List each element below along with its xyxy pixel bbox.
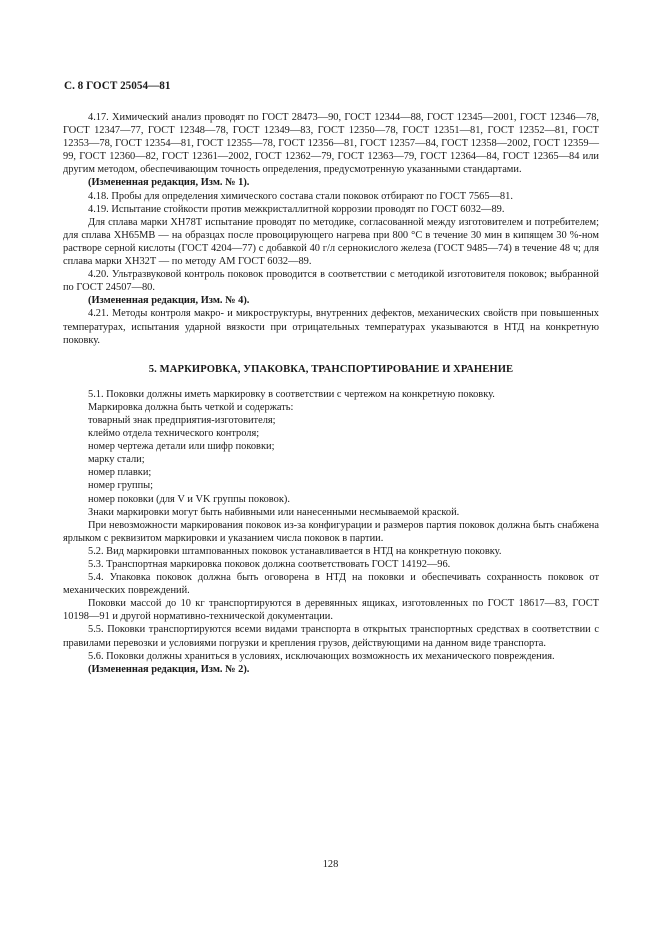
clause-5-2: 5.2. Вид маркировки штампованных поковок устанавливается в НТД на конкретную поковку.: [88, 545, 502, 557]
clause-4-19: 4.19. Испытание стойкости против межкристаллитной коррозии проводят по ГОСТ 6032—89.: [88, 203, 505, 215]
document-body: [63, 111, 599, 676]
amendment-note: (Измененная редакция, Изм. № 2).: [88, 663, 250, 675]
clause-4-18: 4.18. Пробы для определения химического состава стали поковок отбирают по ГОСТ 7565—81.: [88, 190, 513, 202]
clause-5-6: 5.6. Поковки должны храниться в условиях, исключающих возможность их механического повреждения.: [88, 650, 555, 662]
marking-list-item: номер поковки (для V и VK группы поковок).: [88, 493, 290, 505]
clause-5-3: 5.3. Транспортная маркировка поковок должна соответствовать ГОСТ 14192—96.: [88, 559, 451, 570]
clause-5-5: 5.5. Поковки транспортируются всеми видами транспорта в открытых транспортных средствах в соответствии с правилами перевозки и условиями погрузки и крепления грузов, действующими на данном виде транспорта.: [63, 624, 599, 649]
marking-tag: При невозможности маркирования поковок из-за конфигурации и размеров партия поковок должна быть снабжена ярлыком с реквизитом маркировки и указанием числа поковок в партии.: [63, 519, 599, 544]
marking-list-item: марку стали;: [88, 454, 145, 466]
section-title: 5. МАРКИРОВКА, УПАКОВКА, ТРАНСПОРТИРОВАНИЕ И ХРАНЕНИЕ: [148, 363, 514, 375]
clause-5-1: 5.1. Поковки должны иметь маркировку в соответствии с чертежом на конкретную поковку.: [88, 388, 495, 400]
amendment-note: (Измененная редакция, Изм. № 1).: [88, 177, 250, 189]
clause-5-4-boxes: Поковки массой до 10 кг транспортируются в деревянных ящиках, изготовленных по ГОСТ 18617—83, ГОСТ 10198—91 и другой нормативно-технической документации.: [63, 598, 599, 623]
clause-4-21: 4.21. Методы контроля макро- и микроструктуры, внутренних дефектов, механических свойств при повышенных температурах, испытания ударной вязкости при отрицательных температурах указываются в НТД на конкретную поковку.: [63, 308, 599, 346]
clause-5-4: 5.4. Упаковка поковок должна быть оговорена в НТД на поковки и обеспечивать сохранность поковок от механических повреждений.: [63, 572, 599, 597]
clause-4-19-alloys: Для сплава марки ХН78Т испытание проводят по методике, согласованной между изготовителем и потребителем; для сплава ХН65МВ — на образцах после провоцирующего нагрева при 800 °С в течение 30 мин в кипящем 30 %-ном растворе серной кислоты (ГОСТ 4204—77) с добавкой 40 г/л сернокислого железа (ГОСТ 9485—74) в течение 48 ч; для сплава марки ХН32Т — по методу АМ ГОСТ 6032—89.: [63, 216, 599, 268]
marking-signs: Знаки маркировки могут быть набивными или нанесенными несмываемой краской.: [88, 506, 460, 518]
page-header: С. 8 ГОСТ 25054—81: [64, 80, 171, 92]
clause-4-17: 4.17. Химический анализ проводят по ГОСТ 28473—90, ГОСТ 12344—88, ГОСТ 12345—2001, ГОСТ 12346—78, ГОСТ 12347—77, ГОСТ 12348—78, ГОСТ 12349—83, ГОСТ 12350—78, ГОСТ 12351—81, ГОСТ 12352—81, ГОСТ 12353—78, ГОСТ 12354—81, ГОСТ 12355—78, ГОСТ 12356—81, ГОСТ 12357—84, ГОСТ 12358—2002, ГОСТ 12359—99, ГОСТ 12360—82, ГОСТ 12361—2002, ГОСТ 12362—79, ГОСТ 12363—79, ГОСТ 12364—84, ГОСТ 12365—84 или другим методом, обеспечивающим точность определения, предусмотренную указанными стандартами.: [63, 112, 599, 176]
marking-list-item: номер чертежа детали или шифр поковки;: [88, 441, 275, 453]
marking-list-item: номер группы;: [88, 480, 154, 492]
marking-list-item: номер плавки;: [88, 467, 152, 479]
clause-4-20: 4.20. Ультразвуковой контроль поковок проводится в соответствии с методикой изготовителя поковок; выбранной по ГОСТ 24507—80.: [63, 269, 599, 294]
marking-list-item: клеймо отдела технического контроля;: [88, 428, 260, 440]
page-number: 128: [322, 859, 339, 870]
amendment-note: (Измененная редакция, Изм. № 4).: [88, 295, 250, 307]
marking-list-item: товарный знак предприятия-изготовителя;: [88, 414, 276, 426]
marking-intro: Маркировка должна быть четкой и содержать:: [88, 401, 294, 413]
